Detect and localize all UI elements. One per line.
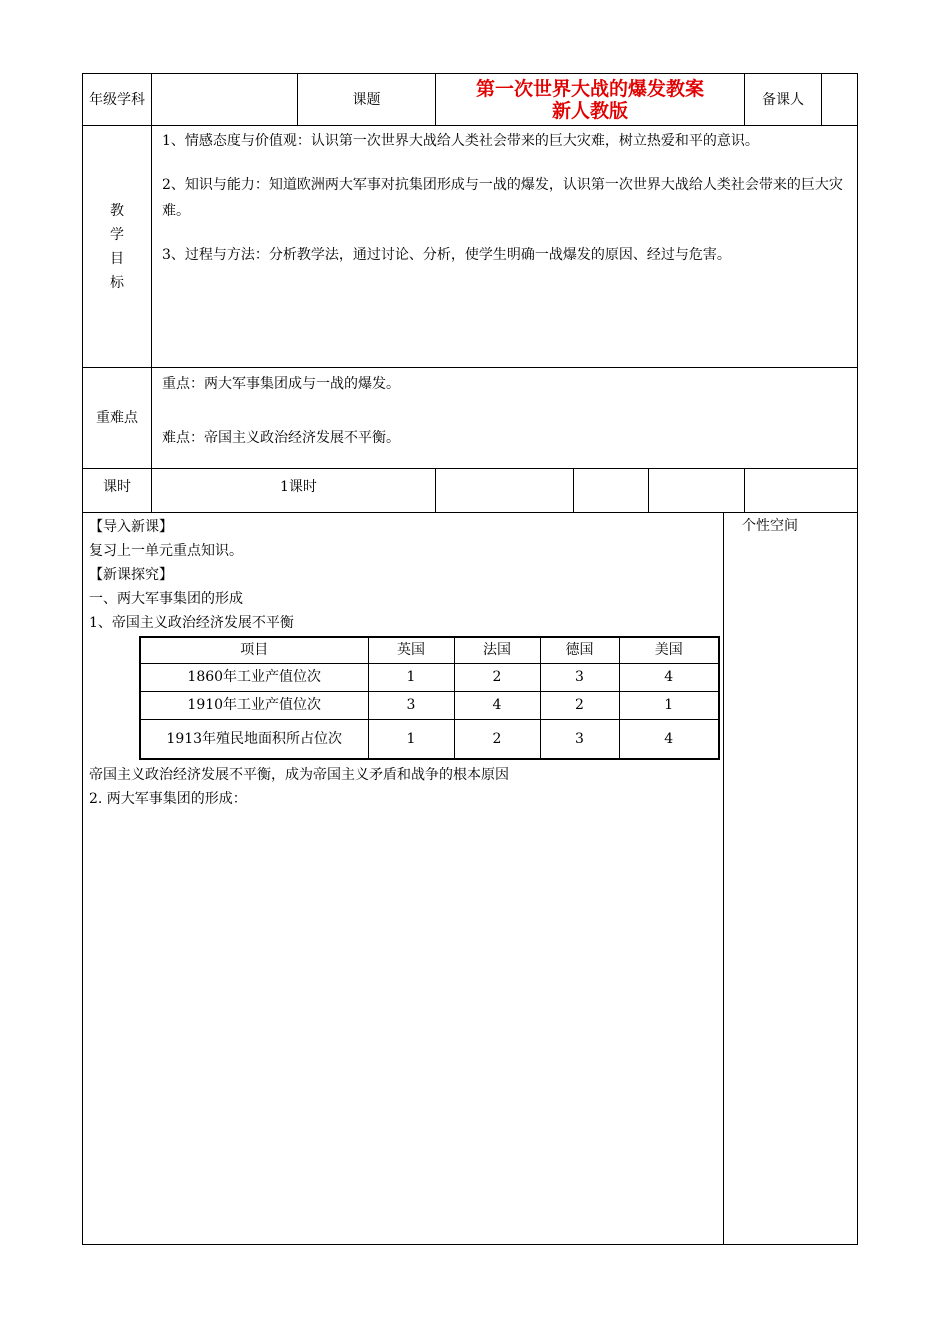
objectives-label-char: 学 bbox=[110, 226, 124, 243]
table-header-cell: 项目 bbox=[140, 637, 368, 663]
table-cell: 2 bbox=[454, 663, 540, 691]
hours-blank bbox=[745, 469, 858, 513]
table-header-cell: 德国 bbox=[540, 637, 619, 663]
table-header-cell: 美国 bbox=[619, 637, 719, 663]
lesson-title bbox=[436, 74, 745, 126]
header-row bbox=[83, 74, 858, 126]
conclusion-text: 帝国主义政治经济发展不平衡，成为帝国主义矛盾和战争的根本原因 bbox=[89, 767, 509, 783]
personal-space-label: 个性空间 bbox=[742, 518, 798, 534]
table-row-label: 1913年殖民地面积所占位次 bbox=[140, 719, 368, 759]
key-points-content bbox=[152, 368, 858, 469]
objectives-row bbox=[83, 126, 858, 368]
hours-extra-cells bbox=[436, 469, 745, 513]
table-row bbox=[140, 691, 719, 719]
objectives-content bbox=[152, 126, 858, 368]
lesson-body bbox=[83, 513, 724, 1245]
lesson-title-line2: 新人教版 bbox=[551, 99, 628, 122]
hours-value: 1课时 bbox=[152, 469, 436, 513]
table-cell: 1 bbox=[368, 719, 454, 759]
hours-row bbox=[83, 469, 858, 513]
table-cell: 4 bbox=[619, 663, 719, 691]
hours-label: 课时 bbox=[83, 469, 152, 513]
industrial-ranking-table bbox=[139, 636, 720, 760]
table-cell: 2 bbox=[454, 719, 540, 759]
objective-item: 1、情感态度与价值观：认识第一次世界大战给人类社会带来的巨大灾难，树立热爱和平的意识。 bbox=[162, 133, 759, 149]
table-header-row bbox=[140, 637, 719, 663]
preparer-value bbox=[822, 74, 858, 126]
table-cell: 3 bbox=[540, 719, 619, 759]
personal-space bbox=[724, 513, 858, 1245]
table-cell: 4 bbox=[454, 691, 540, 719]
section-heading: 一、两大军事集团的形成 bbox=[89, 591, 243, 607]
intro-heading: 【导入新课】 bbox=[89, 519, 173, 535]
grade-label: 年级学科 bbox=[83, 74, 152, 126]
table-cell: 3 bbox=[368, 691, 454, 719]
objectives-label-char: 标 bbox=[110, 274, 124, 291]
intro-text: 复习上一单元重点知识。 bbox=[89, 543, 243, 559]
table-header-cell: 英国 bbox=[368, 637, 454, 663]
objectives-label-char: 目 bbox=[110, 250, 124, 267]
table-row-label: 1860年工业产值位次 bbox=[140, 663, 368, 691]
preparer-label: 备课人 bbox=[745, 74, 822, 126]
table-row-label: 1910年工业产值位次 bbox=[140, 691, 368, 719]
lesson-plan-header-table bbox=[82, 73, 858, 513]
table-cell: 1 bbox=[368, 663, 454, 691]
table-row bbox=[140, 719, 719, 759]
table-cell: 4 bbox=[619, 719, 719, 759]
table-cell: 3 bbox=[540, 663, 619, 691]
lesson-body-table bbox=[82, 512, 858, 1245]
table-header-cell: 法国 bbox=[454, 637, 540, 663]
table-cell: 2 bbox=[540, 691, 619, 719]
objectives-label-char: 教 bbox=[110, 202, 124, 219]
table-cell: 1 bbox=[619, 691, 719, 719]
objective-item: 3、过程与方法：分析教学法，通过讨论、分析，使学生明确一战爆发的原因、经过与危害。 bbox=[162, 247, 731, 263]
lesson-title-line1: 第一次世界大战的爆发教案 bbox=[475, 77, 704, 100]
grade-value bbox=[152, 74, 298, 126]
objectives-label bbox=[83, 126, 152, 368]
key-focus: 重点：两大军事集团成与一战的爆发。 bbox=[162, 376, 400, 392]
subsection-heading: 2. 两大军事集团的形成： bbox=[89, 791, 247, 807]
objective-item: 2、知识与能力：知道欧洲两大军事对抗集团形成与一战的爆发，认识第一次世界大战给人类社会带来的巨大灾难。 bbox=[162, 177, 843, 219]
key-difficulty: 难点：帝国主义政治经济发展不平衡。 bbox=[162, 430, 400, 446]
key-points-row bbox=[83, 368, 858, 469]
subsection-heading: 1、帝国主义政治经济发展不平衡 bbox=[89, 615, 294, 631]
explore-heading: 【新课探究】 bbox=[89, 567, 173, 583]
key-points-label: 重难点 bbox=[83, 368, 152, 469]
table-row bbox=[140, 663, 719, 691]
topic-label: 课题 bbox=[298, 74, 436, 126]
